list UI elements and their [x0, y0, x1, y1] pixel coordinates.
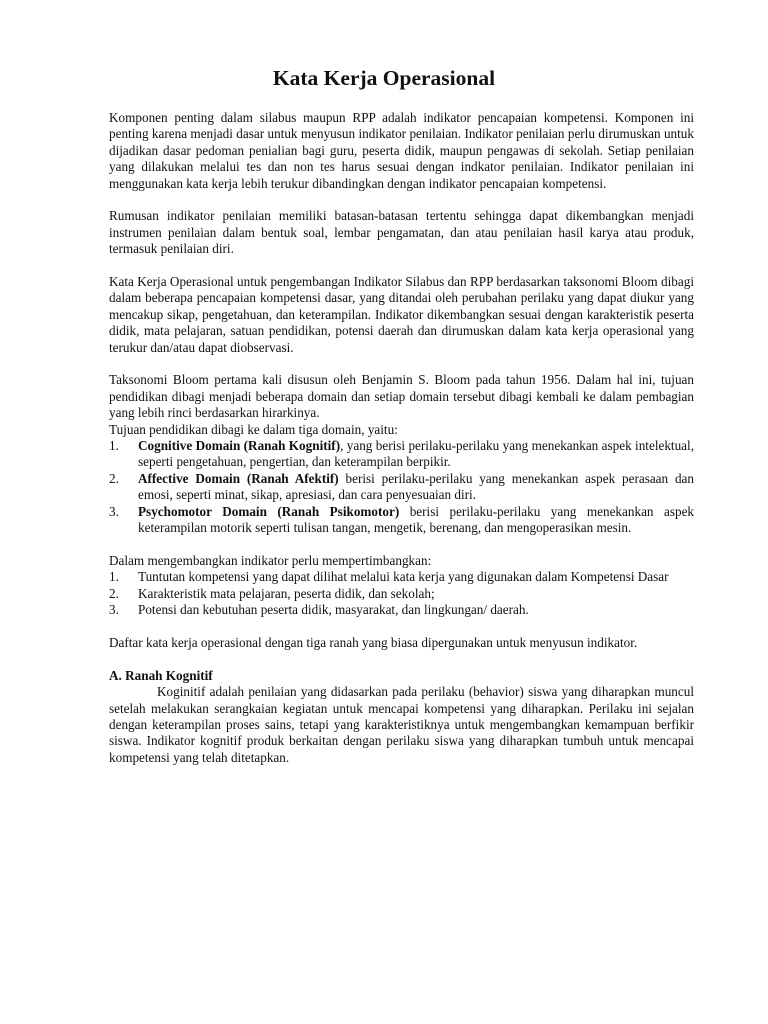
list-item-consideration	[109, 569, 694, 585]
document-title: Kata Kerja Operasional	[272, 66, 496, 90]
considerations-list	[109, 569, 694, 618]
list-item-domain	[109, 438, 694, 471]
consideration-text: Tuntutan kompetensi yang dapat dilihat melalui kata kerja yang digunakan dalam Kompetensi Dasar	[138, 569, 669, 585]
paragraph-kko: Kata Kerja Operasional untuk pengembangan Indikator Silabus dan RPP berdasarkan taksonomi Bloom dibagi dalam beberapa pencapaian kompetensi dasar, yang ditandai oleh perubahan perilaku yang dapat diukur yang mencakup sikap, pengetahuan, dan keterampilan. Indikator dikembangkan sesuai dengan karakteristik peserta didik, mata pelajaran, satuan pendidikan, potensi daerah dan dirumuskan dalam kata kerja operasional yang terukur dan/atau dapat diobservasi.	[109, 274, 694, 355]
domain-name: Affective Domain (Ranah Afektif)	[138, 470, 339, 486]
domain-name: Cognitive Domain (Ranah Kognitif)	[138, 438, 341, 454]
paragraph-taksonomi: Taksonomi Bloom pertama kali disusun oleh Benjamin S. Bloom pada tahun 1956. Dalam hal ini, tujuan pendidikan dibagi menjadi beberapa domain dan setiap domain tersebut dibagi kembali ke dalam pembagian yang lebih rinci berdasarkan hirarkinya.	[109, 372, 694, 421]
list-number: 2.	[109, 585, 119, 601]
list-item-domain	[109, 504, 694, 537]
consideration-text: Karakteristik mata pelajaran, peserta didik, dan sekolah;	[138, 585, 435, 601]
section-heading: A. Ranah Kognitif	[109, 667, 213, 683]
list-item-consideration	[109, 602, 694, 618]
domain-name: Psychomotor Domain (Ranah Psikomotor)	[138, 503, 400, 519]
list-number: 3.	[109, 602, 119, 618]
document-body	[109, 110, 694, 766]
paragraph-domain-intro: Tujuan pendidikan dibagi ke dalam tiga domain, yaitu:	[109, 421, 398, 437]
domain-list	[109, 438, 694, 536]
domain-description: , yang berisi perilaku-perilaku yang menekankan aspek intelektual, seperti pengetahuan, pengertian, dan keterampilan berpikir.	[138, 438, 695, 470]
list-number: 1.	[109, 438, 119, 454]
list-number: 3.	[109, 503, 119, 519]
domain-description: berisi perilaku-perilaku yang menekankan aspek keterampilan motorik seperti tulisan tangan, mengetik, berenang, dan mengoperasikan mesin.	[138, 503, 695, 536]
list-item-domain	[109, 471, 694, 504]
domain-description: berisi perilaku-perilaku yang menekankan aspek perasaan dan emosi, seperti minat, sikap, apresiasi, dan cara penyesuaian diri.	[138, 470, 694, 503]
paragraph-kognitif: Koginitif adalah penilaian yang didasarkan pada perilaku (behavior) siswa yang diharapkan muncul setelah melakukan serangkaian kegiatan untuk mencapai kompetensi yang diharapkan. Perilaku ini sejalan dengan keterampilan proses sains, tetapi yang karakteristiknya untuk mengembangkan kemampuan berfikir siswa. Indikator kognitif produk berkaitan dengan perilaku siswa yang diharapkan tumbuh untuk mencapai kompetensi yang telah ditetapkan.	[109, 684, 694, 765]
consideration-text: Potensi dan kebutuhan peserta didik, masyarakat, dan lingkungan/ daerah.	[138, 602, 529, 618]
list-number: 2.	[109, 470, 119, 486]
paragraph-rumusan: Rumusan indikator penilaian memiliki batasan-batasan tertentu sehingga dapat dikembangkan menjadi instrumen penilaian dalam bentuk soal, lembar pengamatan, dan atau penilaian hasil karya atau produk, termasuk penilaian diri.	[109, 208, 694, 257]
paragraph-considerations-intro: Dalam mengembangkan indikator perlu mempertimbangkan:	[109, 552, 432, 568]
list-item-consideration	[109, 586, 694, 602]
list-number: 1.	[109, 569, 119, 585]
paragraph-daftar: Daftar kata kerja operasional dengan tiga ranah yang biasa dipergunakan untuk menyusun indikator.	[109, 634, 638, 650]
paragraph-intro: Komponen penting dalam silabus maupun RPP adalah indikator pencapaian kompetensi. Komponen ini penting karena menjadi dasar untuk menyusun indikator penilaian. Indikator penilaian perlu dirumuskan untuk dijadikan dasar pedoman penialian bagi guru, peserta didik, maupun pengawas di sekolah. Setiap penilaian yang dilakukan melalui tes dan non tes harus sesuai dengan indkator penilaian. Indikator penilaian ini menggunakan kata kerja lebih terukur dibandingkan dengan indikator pencapaian kompetensi.	[109, 110, 694, 191]
